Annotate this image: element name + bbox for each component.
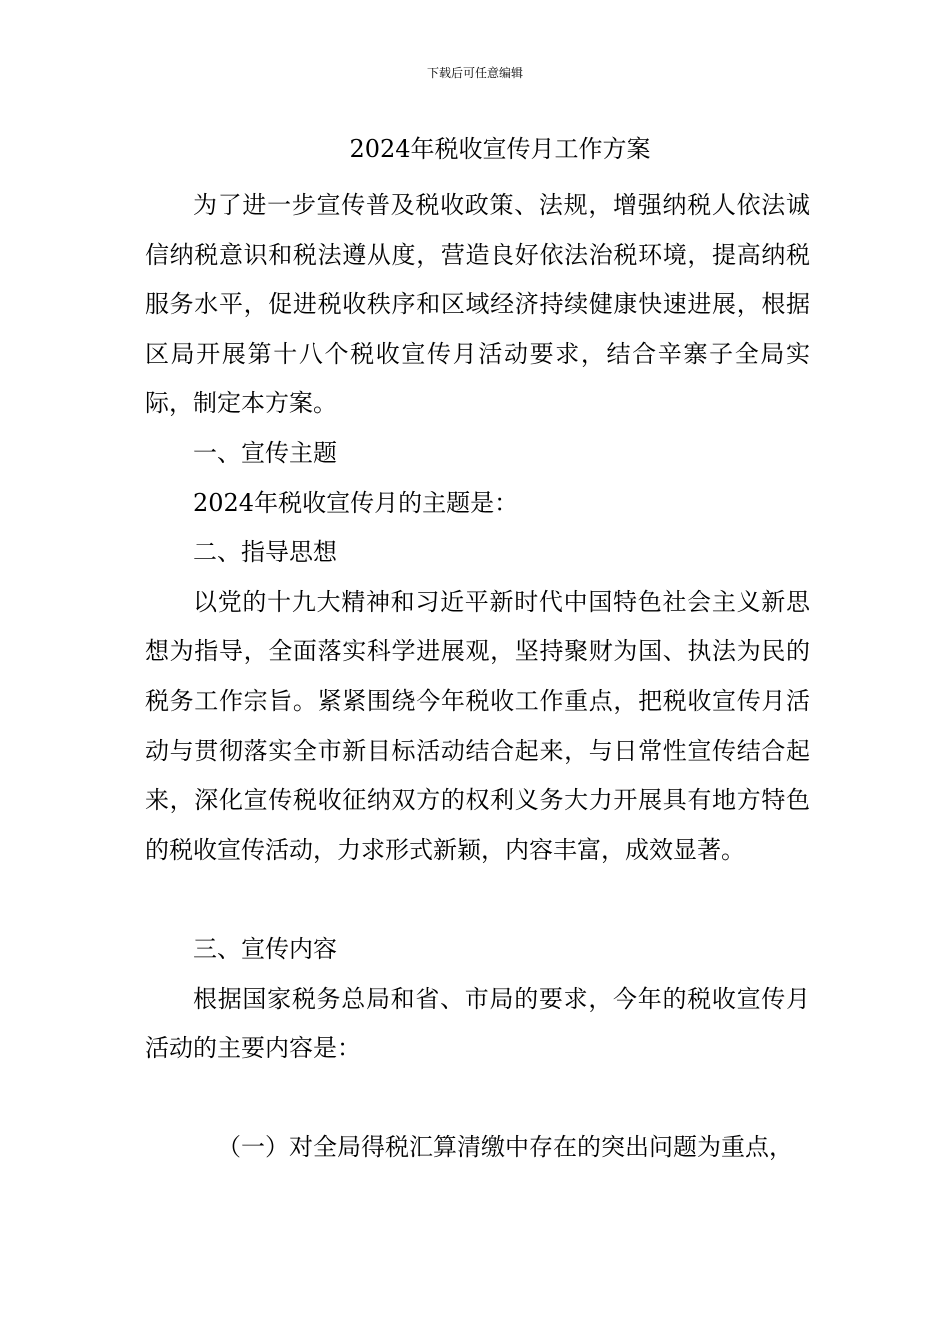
list-item-1: （一）对全局得税汇算清缴中存在的突出问题为重点， <box>217 1133 793 1162</box>
document-body <box>145 181 810 1173</box>
page-header: 下载后可任意编辑 <box>426 66 523 80</box>
heading-theme: 一、宣传主题 <box>193 438 337 467</box>
paragraph-theme: 2024年税收宣传月的主题是： <box>193 488 519 517</box>
document-title: 2024年税收宣传月工作方案 <box>349 135 651 163</box>
heading-content: 三、宣传内容 <box>193 934 337 963</box>
paragraph-intro: 为了进一步宣传普及税收政策、法规，增强纳税人依法诚信纳税意识和税法遵从度，营造良好依法治税环境，提高纳税服务水平，促进税收秩序和区域经济持续健康快速进展，根据区局开展第十八个税收宣传月活动要求，结合辛寨子全局实际，制定本方案。 <box>145 191 810 418</box>
heading-guiding-thought: 二、指导思想 <box>193 538 337 567</box>
paragraph-guiding-thought: 以党的十九大精神和习近平新时代中国特色社会主义新思想为指导，全面落实科学进展观，坚持聚财为国、执法为民的税务工作宗旨。紧紧围绕今年税收工作重点，把税收宣传月活动与贯彻落实全市新目标活动结合起来，与日常性宣传结合起来，深化宣传税收征纳双方的权利义务大力开展具有地方特色的税收宣传活动，力求形式新颖，内容丰富，成效显著。 <box>145 587 810 864</box>
paragraph-content: 根据国家税务总局和省、市局的要求，今年的税收宣传月活动的主要内容是： <box>145 984 810 1063</box>
